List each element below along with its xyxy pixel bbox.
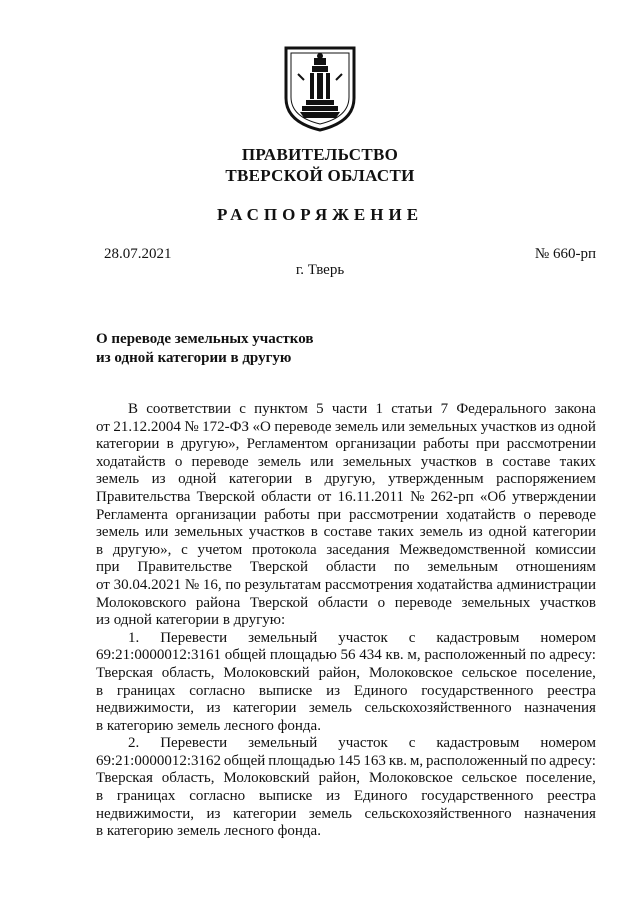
body-text-line: Тверская область, Молоковский район, Молоковское сельское поселение, bbox=[96, 770, 596, 787]
body-text-line: Тверская область, Молоковский район, Молоковское сельское поселение, bbox=[96, 664, 596, 681]
body-text-line: в границах согласно выписке из Единого государственного реестра bbox=[96, 682, 596, 699]
document-number: № 660-рп bbox=[534, 246, 596, 262]
body-text-line: от 21.12.2004 № 172-ФЗ «О переводе земель или земельных участков из одной bbox=[96, 418, 596, 435]
body-text-line: Правительства Тверской области от 16.11.2011 № 262-рп «Об утверждении bbox=[96, 488, 596, 505]
document-type-title: РАСПОРЯЖЕНИЕ bbox=[216, 205, 424, 224]
document-date: 28.07.2021 bbox=[104, 246, 172, 262]
body-text-line: 2. Перевести земельный участок с кадастровым номером bbox=[128, 735, 596, 752]
body-text-line: Регламента организации работы при рассмотрении ходатайств о переводе bbox=[96, 506, 596, 523]
body-text-line: 1. Перевести земельный участок с кадастровым номером bbox=[128, 629, 596, 646]
body-text-line: при Правительстве Тверской области по земельным отношениям bbox=[96, 559, 596, 576]
body-text-line: ходатайств о переводе земель или земельных участков в составе таких bbox=[96, 453, 596, 470]
body-text-line: из одной категории в другую: bbox=[96, 612, 286, 629]
body-text-line: 69:21:0000012:3161 общей площадью 56 434 кв. м, расположенный по адресу: bbox=[96, 647, 596, 664]
body-text-line: от 30.04.2021 № 16, по результатам рассмотрения ходатайства администрации bbox=[96, 576, 596, 593]
body-text-line: недвижимости, из категории земель сельскохозяйственного назначения bbox=[96, 805, 596, 822]
subject-line: из одной категории в другую bbox=[96, 350, 292, 366]
body-text-line: В соответствии с пунктом 5 части 1 статьи 7 Федерального закона bbox=[128, 401, 596, 417]
body-text-line: земель или земельных участков в составе таких земель из одной категории bbox=[96, 524, 596, 541]
tver-coat-of-arms-icon bbox=[282, 44, 358, 132]
body-text-line: в категорию земель лесного фонда. bbox=[96, 823, 321, 840]
body-text-line: в категорию земель лесного фонда. bbox=[96, 717, 321, 734]
document-subject bbox=[96, 330, 313, 368]
body-text-line: категории в другую», Регламентом организации работы при рассмотрении bbox=[96, 436, 596, 453]
body-text-line: в другую», с учетом протокола заседания Межведомственной комиссии bbox=[96, 541, 596, 558]
subject-line: О переводе земельных участков bbox=[96, 331, 314, 347]
body-text-line: земель из одной категории в другую, утвержденным распоряжением bbox=[96, 471, 596, 488]
body-text-line: 69:21:0000012:3162 общей площадью 145 163 кв. м, расположенный по адресу: bbox=[96, 752, 596, 769]
document-city: г. Тверь bbox=[295, 262, 345, 278]
body-text-line: Молоковского района Тверской области о переводе земельных участков bbox=[96, 594, 596, 611]
body-text-line: недвижимости, из категории земель сельскохозяйственного назначения bbox=[96, 700, 596, 717]
government-name-line1: ПРАВИТЕЛЬСТВО bbox=[241, 145, 399, 164]
government-name-line2: ТВЕРСКОЙ ОБЛАСТИ bbox=[225, 166, 415, 185]
document-body bbox=[96, 401, 596, 841]
body-text-line: в границах согласно выписке из Единого государственного реестра bbox=[96, 788, 596, 805]
